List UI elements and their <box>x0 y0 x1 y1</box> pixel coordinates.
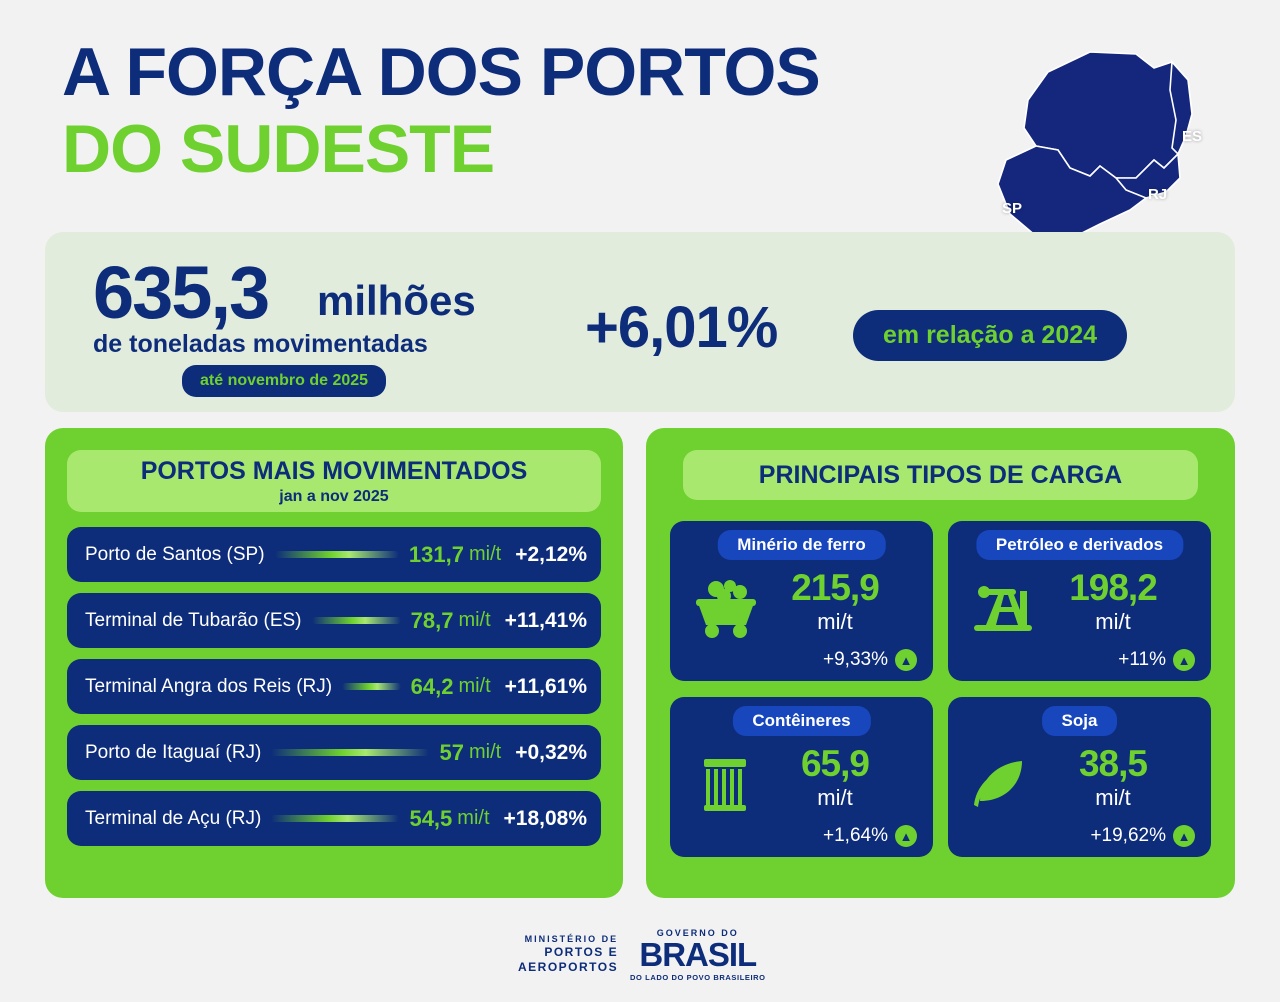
table-row[interactable] <box>67 725 601 780</box>
port-bar <box>275 551 399 558</box>
ministry-line1: MINISTÉRIO DE <box>524 934 619 944</box>
container-icon <box>688 749 762 815</box>
page-title-line1: A FORÇA DOS PORTOS <box>62 34 820 110</box>
cargo-growth-group <box>823 825 917 847</box>
port-unit: mi/t <box>457 807 490 829</box>
table-row[interactable] <box>67 527 601 582</box>
arrow-up-icon: ▲ <box>895 649 917 671</box>
port-unit: mi/t <box>458 675 491 697</box>
port-growth: +11,61% <box>504 674 587 698</box>
ports-list <box>67 527 601 857</box>
ministry-line3: AEROPORTOS <box>518 960 619 975</box>
soy-leaf-icon <box>966 749 1040 815</box>
cargo-unit: mi/t <box>1095 609 1131 634</box>
gov-line3: DO LADO DO POVO BRASILEIRO <box>630 973 766 982</box>
port-name: Terminal de Tubarão (ES) <box>85 609 302 631</box>
government-logo <box>630 928 766 982</box>
summary-band <box>45 232 1235 412</box>
cargo-value: 38,5 <box>1078 743 1147 784</box>
arrow-up-icon: ▲ <box>1173 649 1195 671</box>
cargo-label: Minério de ferro <box>717 530 885 560</box>
port-value: 54,5 <box>409 805 453 831</box>
arrow-up-icon: ▲ <box>1173 825 1195 847</box>
period-badge: até novembro de 2025 <box>182 365 386 397</box>
port-growth: +11,41% <box>504 608 587 632</box>
cargo-card[interactable] <box>948 521 1211 681</box>
port-name: Porto de Santos (SP) <box>85 543 265 565</box>
cargo-growth-group <box>1118 649 1195 671</box>
table-row[interactable] <box>67 659 601 714</box>
ports-panel-title: PORTOS MAIS MOVIMENTADOS <box>140 456 528 485</box>
total-tonnage-scale: milhões <box>317 277 476 324</box>
map-label-sp: SP <box>1002 200 1023 217</box>
port-unit: mi/t <box>458 609 491 631</box>
ore-cart-icon <box>688 573 762 639</box>
arrow-up-icon: ▲ <box>895 825 917 847</box>
variation-value: +6,01% <box>585 295 778 360</box>
cargo-value: 215,9 <box>791 567 879 608</box>
port-name: Terminal de Açu (RJ) <box>85 807 262 829</box>
cargo-unit: mi/t <box>817 609 853 634</box>
port-bar <box>271 749 429 756</box>
table-row[interactable] <box>67 593 601 648</box>
ports-panel-header <box>67 450 601 512</box>
port-name: Terminal Angra dos Reis (RJ) <box>85 675 333 697</box>
ports-panel-subtitle: jan a nov 2025 <box>279 487 389 505</box>
port-name: Porto de Itaguaí (RJ) <box>85 741 262 763</box>
cargo-card[interactable] <box>948 697 1211 857</box>
gov-line1: GOVERNO DO <box>656 928 739 938</box>
cargo-label: Contêineres <box>732 706 870 736</box>
cargo-growth: +9,33% <box>823 649 888 670</box>
page-title-line2: DO SUDESTE <box>62 111 495 187</box>
cargo-label: Soja <box>1042 706 1118 736</box>
page-header <box>62 34 820 187</box>
cargo-card[interactable] <box>670 697 933 857</box>
footer <box>0 920 1280 1002</box>
map-label-rj: RJ <box>1148 186 1168 203</box>
port-growth: +0,32% <box>515 740 587 764</box>
port-bar <box>271 815 399 822</box>
cargo-panel-title: PRINCIPAIS TIPOS DE CARGA <box>758 460 1123 489</box>
cargo-growth-group <box>1090 825 1195 847</box>
cargo-unit: mi/t <box>1095 785 1131 810</box>
port-bar <box>342 683 401 690</box>
port-growth: +2,12% <box>515 542 587 566</box>
cargo-growth: +11% <box>1118 649 1166 670</box>
cargo-value: 65,9 <box>800 743 869 784</box>
map-label-es: ES <box>1182 128 1203 145</box>
port-value: 131,7 <box>408 541 464 567</box>
port-unit: mi/t <box>468 741 502 763</box>
ports-panel <box>45 428 623 898</box>
port-value: 57 <box>439 739 464 765</box>
ministry-line2: PORTOS E <box>544 945 619 960</box>
cargo-value: 198,2 <box>1069 567 1157 608</box>
southeast-region-map <box>940 28 1240 258</box>
ministry-logo <box>518 934 618 975</box>
cargo-panel <box>646 428 1235 898</box>
gov-line2: BRASIL <box>639 936 757 973</box>
table-row[interactable] <box>67 791 601 846</box>
total-tonnage-subtitle: de toneladas movimentadas <box>93 330 428 358</box>
port-unit: mi/t <box>468 543 502 565</box>
cargo-panel-header <box>683 450 1198 500</box>
port-bar <box>312 617 401 624</box>
port-value: 78,7 <box>410 607 454 633</box>
comparison-badge: em relação a 2024 <box>853 310 1127 361</box>
cargo-unit: mi/t <box>817 785 853 810</box>
cargo-label: Petróleo e derivados <box>976 530 1183 560</box>
oil-pump-icon <box>966 573 1040 639</box>
cargo-growth-group <box>823 649 917 671</box>
port-growth: +18,08% <box>503 806 587 830</box>
cargo-growth: +19,62% <box>1090 825 1166 846</box>
cargo-growth: +1,64% <box>823 825 888 846</box>
port-value: 64,2 <box>410 673 454 699</box>
cargo-card[interactable] <box>670 521 933 681</box>
total-tonnage-value: 635,3 <box>93 251 269 334</box>
